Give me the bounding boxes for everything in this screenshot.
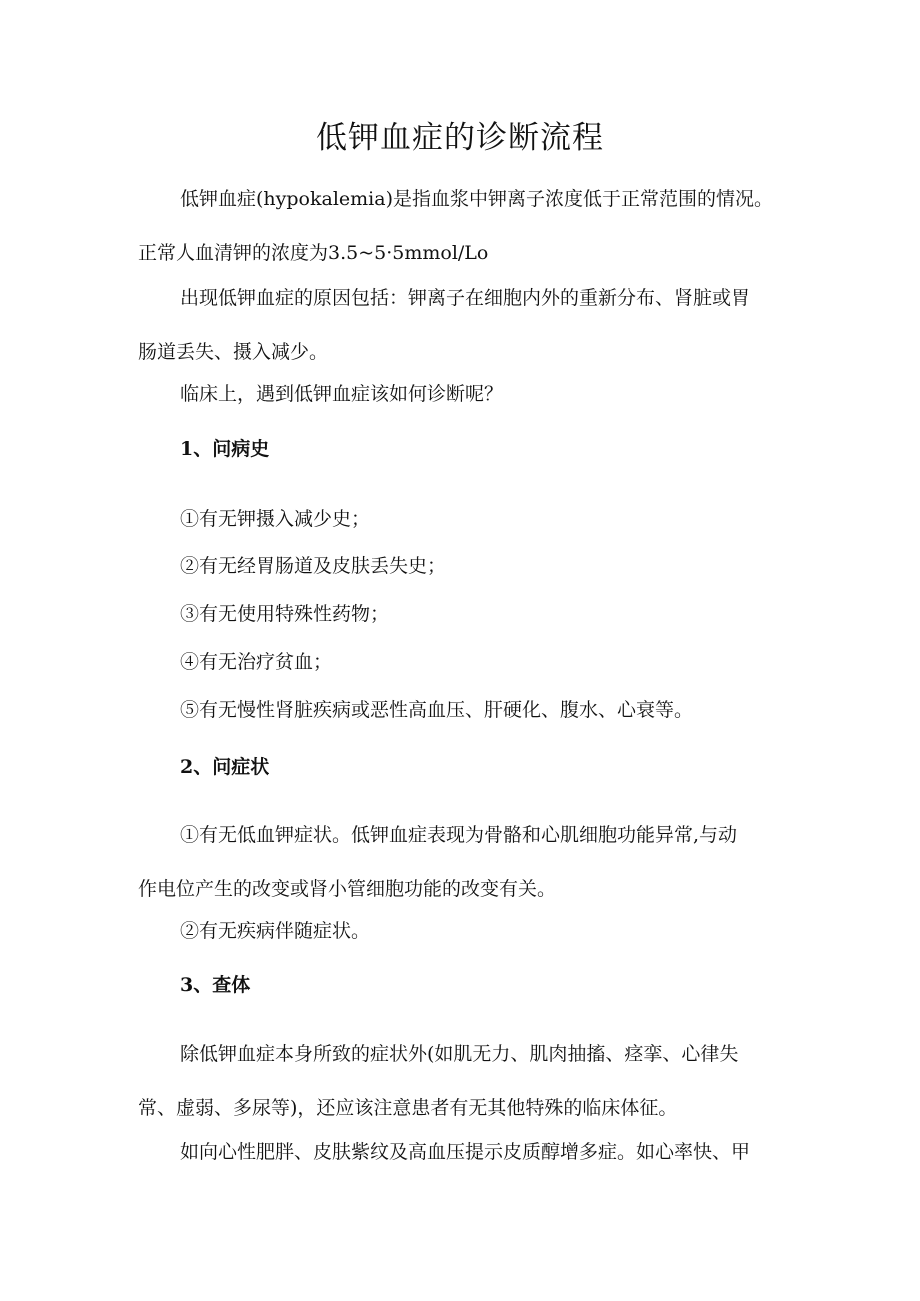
exam-paragraph-2-line-1: 如向心性肥胖、皮肤紫纹及高血压提示皮质醇增多症。如心率快、甲	[180, 1141, 751, 1163]
symptoms-item-1-line-2: 作电位产生的改变或肾小管细胞功能的改变有关。	[138, 878, 557, 900]
symptoms-item-1-line-1: ①有无低血钾症状。低钾血症表现为骨骼和心肌细胞功能异常,与动	[180, 824, 738, 846]
symptoms-item-2: ②有无疾病伴随症状。	[180, 920, 371, 942]
symptoms-item-1	[138, 808, 798, 916]
history-item-3: ③有无使用特殊性药物；	[180, 603, 390, 625]
exam-paragraph-2	[138, 1125, 798, 1179]
intro-line-2: 正常人血清钾的浓度为3.5~5·5mmol/Lo	[138, 242, 489, 264]
history-item-4: ④有无治疗贫血；	[180, 651, 333, 673]
history-item-2: ②有无经胃肠道及皮肤丢失史；	[180, 555, 447, 577]
document-title: 低钾血症的诊断流程	[316, 120, 604, 156]
causes-paragraph	[138, 271, 798, 379]
intro-line-1: 低钾血症(hypokalemia)是指血浆中钾离子浓度低于正常范围的情况。	[180, 188, 773, 210]
exam-paragraph-1	[138, 1027, 798, 1135]
section-heading-exam: 3、查体	[180, 974, 251, 996]
history-item-5: ⑤有无慢性肾脏疾病或恶性高血压、肝硬化、腹水、心衰等。	[180, 699, 694, 721]
exam-paragraph-1-line-1: 除低钾血症本身所致的症状外(如肌无力、肌肉抽搐、痉挛、心律失	[180, 1043, 739, 1065]
section-heading-symptoms: 2、问症状	[180, 756, 270, 778]
intro-paragraph	[138, 172, 798, 280]
question-paragraph: 临床上，遇到低钾血症该如何诊断呢？	[180, 383, 504, 405]
history-item-1: ①有无钾摄入减少史；	[180, 508, 371, 530]
exam-paragraph-1-line-2: 常、虚弱、多尿等)，还应该注意患者有无其他特殊的临床体征。	[138, 1097, 678, 1119]
causes-line-1: 出现低钾血症的原因包括：钾离子在细胞内外的重新分布、肾脏或胃	[180, 287, 751, 309]
causes-line-2: 肠道丢失、摄入减少。	[138, 341, 329, 363]
section-heading-history: 1、问病史	[180, 438, 270, 460]
